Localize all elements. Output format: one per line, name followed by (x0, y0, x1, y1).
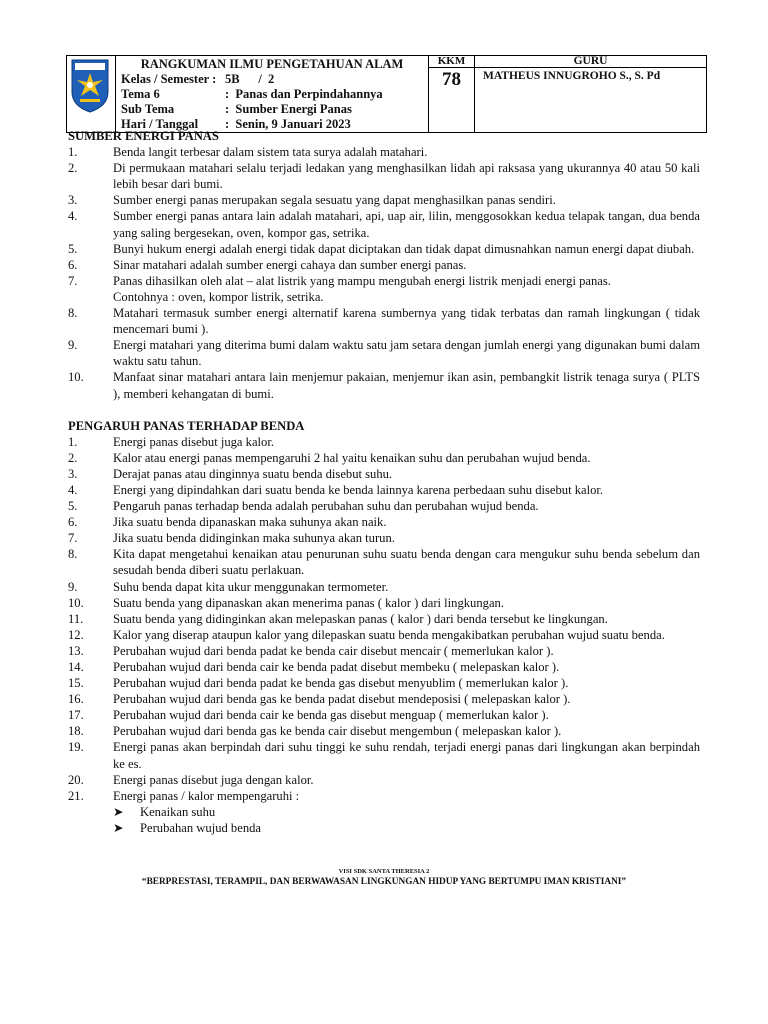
item-number: 6. (68, 257, 78, 272)
item-text: Suatu benda yang dipanaskan akan menerima panas ( kalor ) dari lingkungan. (113, 595, 504, 610)
item-text: Kalor yang diserap ataupun kalor yang dilepaskan suatu benda mengakibatkan perubahan wujud suatu benda. (113, 627, 665, 642)
item-text: Perubahan wujud dari benda gas ke benda cair disebut mengembun ( melepaskan kalor ). (113, 724, 562, 739)
item-text: Perubahan wujud dari benda padat ke benda gas disebut menyublim ( memerlukan kalor ). (113, 676, 569, 691)
item-number: 5. (68, 241, 78, 256)
item-text: Contohnya : oven, kompor listrik, setrika. (113, 289, 324, 304)
item-text: Energi panas akan berpindah dari suhu tinggi ke suhu rendah, terjadi energi panas dari lingkungan akan berpindah ke es. (113, 740, 700, 771)
list-item (68, 788, 700, 804)
kkm-label: KKM (429, 56, 474, 68)
item-text: Pengaruh panas terhadap benda adalah perubahan suhu dan perubahan wujud benda. (113, 499, 539, 514)
item-text: Derajat panas atau dinginnya suatu benda disebut suhu. (113, 466, 393, 481)
header-title: RANGKUMAN ILMU PENGETAHUAN ALAM (140, 57, 404, 71)
list-item (68, 530, 700, 546)
list-item (68, 627, 700, 643)
list-item (68, 482, 700, 498)
item-number: 5. (68, 499, 78, 514)
item-text: Energi panas disebut juga kalor. (113, 434, 275, 449)
item-text: Sumber energi panas merupakan segala sesuatu yang dapat menghasilkan panas sendiri. (113, 193, 556, 208)
list-item (68, 707, 700, 723)
list-item (68, 579, 700, 595)
item-text: Perubahan wujud dari benda cair ke benda gas disebut menguap ( memerlukan kalor ). (113, 708, 549, 723)
content (68, 128, 700, 836)
item-number: 2. (68, 161, 78, 176)
list-item (68, 659, 700, 675)
item-number: 16. (68, 692, 84, 707)
item-number: 2. (68, 450, 78, 465)
item-number: 17. (68, 708, 84, 723)
kkm-value: 78 (442, 69, 461, 90)
item-number: 10. (68, 370, 84, 385)
item-text: Panas dihasilkan oleh alat – alat listrik yang mampu mengubah energi listrik menjadi energi panas. (113, 273, 611, 288)
item-number: 4. (68, 209, 78, 224)
item-number: 8. (68, 547, 78, 562)
item-text: Benda langit terbesar dalam sistem tata surya adalah matahari. (113, 145, 428, 160)
guru-name: MATHEUS INNUGROHO S., S. Pd (483, 70, 661, 82)
section-title-sumber-energi: SUMBER ENERGI PANAS (68, 129, 219, 143)
header-row-tanggal: Hari / Tanggal : Senin, 9 Januari 2023 (121, 117, 351, 131)
list-item (68, 257, 700, 273)
header-row-subtema: Sub Tema : Sumber Energi Panas (121, 102, 352, 116)
item-number: 21. (68, 788, 84, 803)
item-number (68, 289, 113, 305)
header-row-kelas: Kelas / Semester : 5B / 2 (121, 72, 275, 86)
item-text: Suhu benda dapat kita ukur menggunakan termometer. (113, 579, 389, 594)
list-item (68, 466, 700, 482)
item-number: 1. (68, 145, 78, 160)
list-item (68, 305, 700, 337)
footer-motto: “BERPRESTASI, TERAMPIL, DAN BERWAWASAN LINGKUNGAN HIDUP YANG BERTUMPU IMAN KRISTIANI” (141, 877, 627, 887)
item-number: 14. (68, 660, 84, 674)
item-number: 3. (68, 466, 78, 481)
item-number: 8. (68, 306, 78, 321)
item-number: 12. (68, 627, 84, 642)
item-number: 13. (68, 643, 84, 658)
list-pengaruh-panas (68, 434, 700, 804)
item-number: 6. (68, 515, 78, 530)
list-item (68, 675, 700, 691)
list-item (68, 514, 700, 530)
item-text: Energi matahari yang diterima bumi dalam waktu satu jam setara dengan jumlah energi yang digunakan bumi dalam waktu satu tahun. (113, 338, 700, 369)
header-info (116, 56, 429, 133)
item-number: 18. (68, 724, 84, 739)
list-item (68, 772, 700, 788)
arrow-bullet-icon: ➤ (113, 820, 124, 835)
list-item (68, 450, 700, 466)
guru-label: GURU (475, 56, 706, 68)
item-text: Energi panas / kalor mempengaruhi : (113, 788, 300, 803)
item-text: Di permukaan matahari selalu terjadi ledakan yang menghasilkan lidah api raksasa yang ukurannya 40 atau 50 kali lebih besar dari bumi. (113, 161, 700, 192)
bullet-item: ➤ Perubahan wujud benda (68, 820, 700, 836)
item-text: Perubahan wujud dari benda gas ke benda padat disebut mendeposisi ( melepaskan kalor ). (113, 692, 571, 707)
item-text: Sumber energi panas antara lain adalah matahari, api, uap air, lilin, menggosokkan kedua telapak tangan, dua benda yang saling bergesekan, oven, kompor gas, setrika. (113, 209, 700, 240)
header-table (66, 55, 707, 133)
list-item (68, 144, 700, 160)
kkm-cell (429, 56, 475, 133)
item-text: Bunyi hukum energi adalah energi tidak dapat diciptakan dan tidak dapat dimusnahkan namun energi dapat diubah. (113, 241, 695, 256)
school-logo-icon (70, 58, 110, 114)
list-item (68, 208, 700, 240)
item-text: Kita dapat mengetahui kenaikan atau penurunan suhu suatu benda dengan cara mengukur suhu benda sebelum dan sesudah benda diberi suatu perlakuan. (113, 547, 700, 578)
list-item (68, 369, 700, 401)
item-number: 20. (68, 772, 84, 787)
arrow-bullet-icon: ➤ (113, 804, 124, 819)
list-item (68, 241, 700, 257)
list-sumber-energi (68, 144, 700, 402)
list-item (68, 691, 700, 707)
list-item (68, 434, 700, 450)
list-item (68, 289, 700, 305)
footer-visi: VISI SDK SANTA THERESIA 2 (338, 868, 430, 875)
item-text: Kalor atau energi panas mempengaruhi 2 hal yaitu kenaikan suhu dan perubahan wujud benda. (113, 450, 591, 465)
list-item (68, 273, 700, 289)
list-item (68, 498, 700, 514)
item-number: 19. (68, 740, 84, 755)
item-text: Jika suatu benda dipanaskan maka suhunya akan naik. (113, 515, 387, 530)
section-title-pengaruh-panas: PENGARUH PANAS TERHADAP BENDA (68, 418, 305, 433)
guru-cell (475, 56, 707, 133)
item-number: 10. (68, 595, 84, 610)
item-number: 11. (68, 611, 84, 626)
item-number: 9. (68, 338, 78, 353)
item-number: 1. (68, 434, 78, 449)
list-item (68, 723, 700, 739)
item-text: Jika suatu benda didinginkan maka suhunya akan turun. (113, 531, 395, 546)
list-item (68, 160, 700, 192)
item-text: Matahari termasuk sumber energi alternatif karena sumbernya yang tidak terbatas dan ramah lingkungan ( tidak mencemari bumi ). (113, 306, 700, 337)
item-number: 7. (68, 273, 78, 288)
item-text: Manfaat sinar matahari antara lain menjemur pakaian, menjemur ikan asin, pembangkit listrik tenaga surya ( PLTS ), memberi kehangatan di bumi. (113, 370, 700, 401)
header-row-tema: Tema 6 : Panas dan Perpindahannya (121, 87, 383, 101)
item-number: 3. (68, 193, 78, 208)
bullet-item: ➤ Kenaikan suhu (68, 804, 700, 820)
list-item (68, 643, 700, 659)
list-item (68, 337, 700, 369)
item-number: 15. (68, 676, 84, 691)
item-text: Sinar matahari adalah sumber energi cahaya dan sumber energi panas. (113, 257, 467, 272)
list-item (68, 595, 700, 611)
item-text: Perubahan wujud dari benda padat ke benda cair disebut mencair ( memerlukan kalor ). (113, 643, 554, 658)
item-number: 9. (68, 579, 78, 594)
item-text: Energi panas disebut juga dengan kalor. (113, 772, 314, 787)
item-number: 4. (68, 482, 78, 497)
item-text: Suatu benda yang didinginkan akan melepaskan panas ( kalor ) dari benda tersebut ke lingkungan. (113, 611, 608, 626)
item-text: Perubahan wujud dari benda cair ke benda padat disebut membeku ( melepaskan kalor ). (113, 660, 560, 674)
list-item (68, 739, 700, 771)
item-number: 7. (68, 531, 78, 546)
list-item (68, 546, 700, 578)
item-text: Energi yang dipindahkan dari suatu benda ke benda lainnya karena perbedaan suhu disebut kalor. (113, 482, 604, 497)
list-item (68, 192, 700, 208)
list-item (68, 611, 700, 627)
